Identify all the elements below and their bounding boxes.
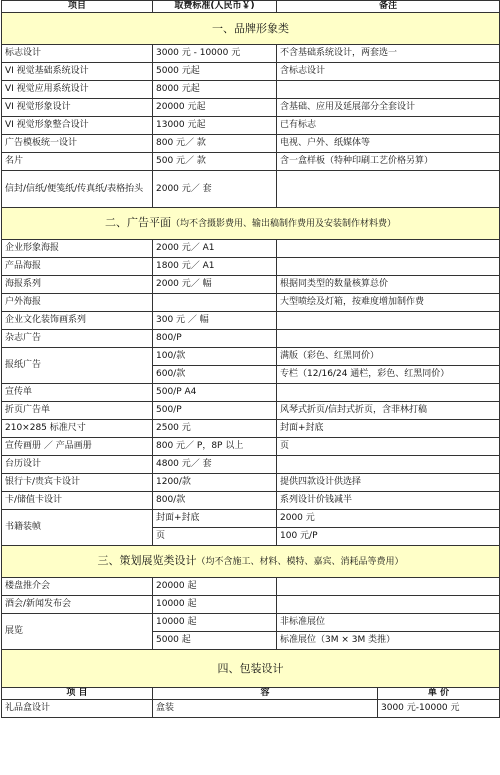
header-item: 项目	[2, 1, 153, 13]
note-cell: 已有标志	[277, 117, 500, 135]
note-cell	[277, 456, 500, 474]
note-cell: 封面+封底	[277, 420, 500, 438]
price-sheet	[1, 0, 499, 718]
table-row	[2, 153, 500, 171]
item-cell: 楼盘推介会	[2, 578, 153, 596]
header-note: 备注	[277, 1, 500, 13]
section-note: （均不含施工、材料、模特、嘉宾、消耗品等费用）	[196, 557, 404, 567]
section-title: 二、广告平面	[104, 216, 171, 229]
table-row	[2, 312, 500, 330]
note-cell: 大型喷绘及灯箱，按难度增加制作费	[277, 294, 500, 312]
item-cell: 户外海报	[2, 294, 153, 312]
price-cell: 8000 元起	[153, 81, 277, 99]
price-cell: 500/P A4	[153, 384, 277, 402]
section-header-packaging	[2, 650, 500, 688]
note-cell	[277, 312, 500, 330]
note-cell: 含基础、应用及延展部分全套设计	[277, 99, 500, 117]
item-cell: 名片	[2, 153, 153, 171]
item-cell: 酒会/新闻发布会	[2, 596, 153, 614]
table-row	[2, 578, 500, 596]
table-row	[2, 117, 500, 135]
note-cell: 根据同类型的数量核算总价	[277, 276, 500, 294]
item-cell: 信封/信纸/便笺纸/传真纸/表格抬头	[2, 171, 153, 208]
table-row	[2, 45, 500, 63]
price-cell: 1800 元／ A1	[153, 258, 277, 276]
table-row	[2, 240, 500, 258]
price-cell: 封面+封底	[153, 510, 277, 528]
note-cell: 不含基础系统设计，两套选一	[277, 45, 500, 63]
note-cell: 风琴式折页/信封式折页，含菲林打稿	[277, 402, 500, 420]
price-cell: 800 元／ P，8P 以上	[153, 438, 277, 456]
price-cell: 2500 元	[153, 420, 277, 438]
note-cell	[277, 384, 500, 402]
item-cell: 书籍装帧	[2, 510, 153, 546]
packaging-header-row	[2, 688, 500, 700]
note-cell	[277, 258, 500, 276]
item-cell: 折页广告单	[2, 402, 153, 420]
note-cell: 2000 元	[277, 510, 500, 528]
item-cell: 台历设计	[2, 456, 153, 474]
item-cell: 产品海报	[2, 258, 153, 276]
section-note: （均不含摄影费用、输出稿制作费用及安装制作材料费）	[170, 219, 396, 229]
packaging-header-price: 单 价	[378, 688, 500, 700]
table-row	[2, 456, 500, 474]
item-cell: 宣传单	[2, 384, 153, 402]
item-cell: VI 视觉基础系统设计	[2, 63, 153, 81]
price-cell: 500/P	[153, 402, 277, 420]
section-header-brand	[2, 13, 500, 45]
table-row	[2, 596, 500, 614]
note-cell: 专栏（12/16/24 通栏，彩色、红黑同价）	[277, 366, 500, 384]
price-cell: 20000 元起	[153, 99, 277, 117]
note-cell	[277, 330, 500, 348]
item-cell: 企业形象海报	[2, 240, 153, 258]
note-cell	[277, 240, 500, 258]
table-row	[2, 330, 500, 348]
note-cell: 系列设计价钱减半	[277, 492, 500, 510]
price-cell: 3000 元 - 10000 元	[153, 45, 277, 63]
section-title: 一、品牌形象类	[212, 22, 289, 35]
price-cell: 3000 元-10000 元	[378, 700, 500, 718]
table-row	[2, 402, 500, 420]
price-cell: 2000 元／ A1	[153, 240, 277, 258]
header-price: 取费标准(人民币￥)	[153, 1, 277, 13]
price-cell: 300 元 ／ 幅	[153, 312, 277, 330]
note-cell: 满版（彩色、红黑同价）	[277, 348, 500, 366]
item-cell: 海报系列	[2, 276, 153, 294]
note-cell: 标准展位（3M × 3M 类推）	[277, 632, 500, 650]
table-row	[2, 276, 500, 294]
table-row	[2, 510, 500, 528]
section-header-events	[2, 546, 500, 578]
price-cell: 5000 起	[153, 632, 277, 650]
section-title: 四、包装设计	[217, 662, 284, 675]
item-cell: 卡/储值卡设计	[2, 492, 153, 510]
price-cell: 100/款	[153, 348, 277, 366]
price-cell: 20000 起	[153, 578, 277, 596]
table-row	[2, 384, 500, 402]
note-cell: 含一盒样板（特种印刷工艺价格另算）	[277, 153, 500, 171]
price-table	[1, 0, 500, 688]
note-cell	[277, 81, 500, 99]
table-row	[2, 99, 500, 117]
table-row	[2, 474, 500, 492]
item-cell: 杂志广告	[2, 330, 153, 348]
table-row	[2, 81, 500, 99]
table-row	[2, 63, 500, 81]
price-cell: 10000 起	[153, 596, 277, 614]
item-cell: 报纸广告	[2, 348, 153, 384]
price-cell: 1200/款	[153, 474, 277, 492]
table-row	[2, 294, 500, 312]
table-row	[2, 438, 500, 456]
packaging-header-item: 项 目	[2, 688, 153, 700]
item-cell: 广告模板统一设计	[2, 135, 153, 153]
table-row	[2, 614, 500, 632]
packaging-table	[1, 687, 500, 718]
note-cell: 电视、户外、纸媒体等	[277, 135, 500, 153]
price-cell: 5000 元起	[153, 63, 277, 81]
price-cell: 800 元／ 款	[153, 135, 277, 153]
table-header-row	[2, 1, 500, 13]
price-cell: 800/款	[153, 492, 277, 510]
note-cell	[277, 578, 500, 596]
table-row	[2, 700, 500, 718]
packaging-header-content: 容	[153, 688, 378, 700]
item-cell: 210×285 标准尺寸	[2, 420, 153, 438]
note-cell: 含标志设计	[277, 63, 500, 81]
item-cell: 宣传画册 ／ 产品画册	[2, 438, 153, 456]
item-cell: 企业文化装饰画系列	[2, 312, 153, 330]
note-cell	[277, 596, 500, 614]
item-cell: VI 视觉形象整合设计	[2, 117, 153, 135]
table-row	[2, 135, 500, 153]
note-cell	[277, 171, 500, 208]
item-cell: VI 视觉应用系统设计	[2, 81, 153, 99]
price-cell: 500 元／ 款	[153, 153, 277, 171]
content-cell: 盒装	[153, 700, 378, 718]
section-title: 三、策划展览类设计	[97, 554, 197, 567]
price-cell	[153, 294, 277, 312]
price-cell: 600/款	[153, 366, 277, 384]
price-cell: 4800 元／ 套	[153, 456, 277, 474]
note-cell: 非标准展位	[277, 614, 500, 632]
note-cell: 页	[277, 438, 500, 456]
item-cell: 展览	[2, 614, 153, 650]
item-cell: 礼品盒设计	[2, 700, 153, 718]
price-cell: 10000 起	[153, 614, 277, 632]
table-row	[2, 171, 500, 208]
price-cell: 800/P	[153, 330, 277, 348]
section-header-print-ads	[2, 208, 500, 240]
note-cell: 提供四款设计供选择	[277, 474, 500, 492]
item-cell: 银行卡/贵宾卡设计	[2, 474, 153, 492]
table-row	[2, 420, 500, 438]
item-cell: VI 视觉形象设计	[2, 99, 153, 117]
item-cell: 标志设计	[2, 45, 153, 63]
table-row	[2, 492, 500, 510]
price-cell: 13000 元起	[153, 117, 277, 135]
table-row	[2, 348, 500, 366]
price-cell: 2000 元／ 套	[153, 171, 277, 208]
note-cell: 100 元/P	[277, 528, 500, 546]
price-cell: 2000 元／ 幅	[153, 276, 277, 294]
price-cell: 页	[153, 528, 277, 546]
table-row	[2, 258, 500, 276]
